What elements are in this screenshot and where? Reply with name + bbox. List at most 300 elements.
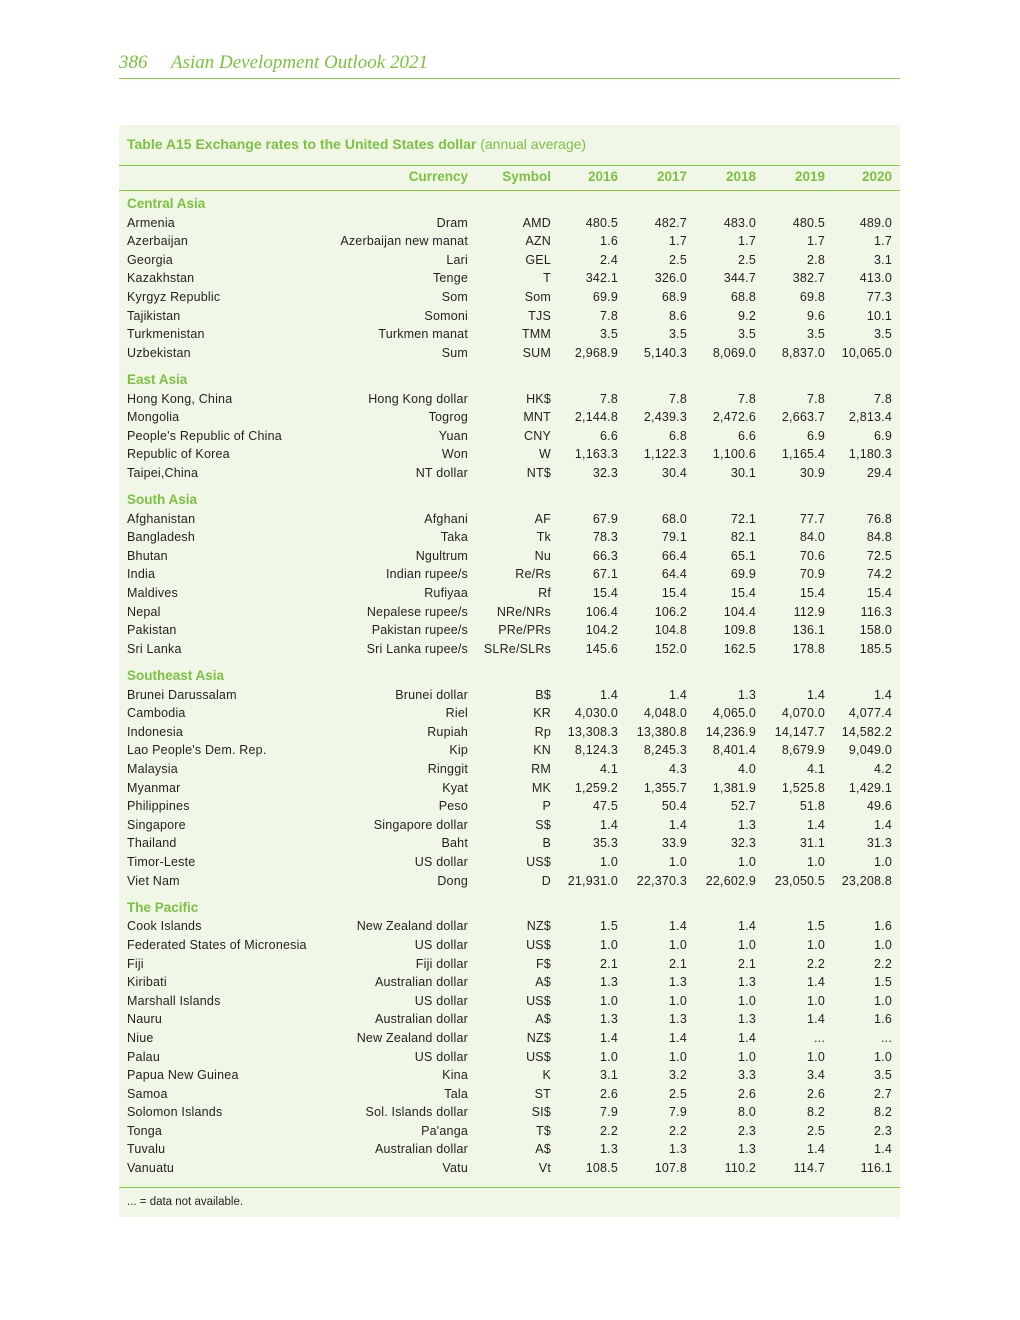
section-heading-label: Central Asia xyxy=(127,196,206,211)
value-2020-cell: 1.6 xyxy=(874,1012,892,1027)
symbol-cell: D xyxy=(541,873,551,888)
value-2019-cell: 2,663.7 xyxy=(781,410,825,425)
value-2020-cell: 2.3 xyxy=(874,1123,892,1138)
economy-cell: Lao People's Dem. Rep. xyxy=(127,743,267,758)
symbol-cell: HK$ xyxy=(526,391,551,406)
value-2016-cell: 2,144.8 xyxy=(574,410,618,425)
value-2018-cell: 6.6 xyxy=(738,428,756,443)
value-2018-cell: 1.0 xyxy=(738,1049,756,1064)
value-2016-cell: 145.6 xyxy=(585,641,618,656)
currency-cell: Fiji dollar xyxy=(415,956,468,971)
column-header-2017: 2017 xyxy=(656,169,687,184)
currency-cell: US dollar xyxy=(414,1049,468,1064)
economy-cell: Indonesia xyxy=(127,724,184,739)
value-2018-cell: 65.1 xyxy=(730,548,756,563)
symbol-cell: SUM xyxy=(522,345,551,360)
value-2019-cell: 1.4 xyxy=(807,1142,825,1157)
value-2016-cell: 1.3 xyxy=(600,1142,618,1157)
value-2019-cell: 2.8 xyxy=(807,252,825,267)
symbol-cell: S$ xyxy=(535,817,551,832)
table-row xyxy=(119,621,900,640)
symbol-cell: Tk xyxy=(536,530,551,545)
value-2016-cell: 1.0 xyxy=(600,854,618,869)
value-2017-cell: 3.2 xyxy=(669,1068,687,1083)
table-footnote: ... = data not available. xyxy=(127,1196,244,1208)
economy-cell: Solomon Islands xyxy=(127,1105,223,1120)
currency-cell: Australian dollar xyxy=(374,1012,468,1027)
section-heading-label: East Asia xyxy=(127,371,188,387)
economy-cell: Pakistan xyxy=(127,623,177,638)
value-2016-cell: 1,259.2 xyxy=(574,780,618,795)
value-2020-cell: 489.0 xyxy=(859,215,892,230)
value-2017-cell: 7.8 xyxy=(669,391,687,406)
value-2018-cell: 9.2 xyxy=(738,308,756,323)
symbol-cell: KR xyxy=(533,706,551,721)
value-2017-cell: 2.5 xyxy=(669,252,687,267)
value-2018-cell: 3.3 xyxy=(738,1068,756,1083)
value-2019-cell: 1.0 xyxy=(807,937,825,952)
value-2019-cell: 4,070.0 xyxy=(781,706,825,721)
value-2018-cell: 1,381.9 xyxy=(712,780,756,795)
value-2020-cell: 2,813.4 xyxy=(848,410,892,425)
currency-cell: Togrog xyxy=(428,410,468,425)
value-2018-cell: 22,602.9 xyxy=(705,873,756,888)
value-2016-cell: 1.0 xyxy=(600,937,618,952)
value-2016-cell: 104.2 xyxy=(585,623,618,638)
value-2017-cell: 7.9 xyxy=(669,1105,687,1120)
symbol-cell: B$ xyxy=(535,687,551,702)
value-2019-cell: 1.0 xyxy=(807,1049,825,1064)
value-2020-cell: 29.4 xyxy=(866,465,892,480)
value-2020-cell: 8.2 xyxy=(874,1105,892,1120)
table-row xyxy=(119,741,900,760)
table-row xyxy=(119,214,900,233)
value-2018-cell: 32.3 xyxy=(730,836,756,851)
value-2018-cell: 68.8 xyxy=(730,289,756,304)
value-2019-cell: 2.6 xyxy=(807,1086,825,1101)
value-2019-cell: 480.5 xyxy=(792,215,825,230)
table-row xyxy=(119,603,900,622)
value-2020-cell: 1.5 xyxy=(874,975,892,990)
value-2020-cell: 23,208.8 xyxy=(841,873,892,888)
value-2017-cell: 79.1 xyxy=(661,530,687,545)
table-row xyxy=(119,1029,900,1048)
page-number: 386 xyxy=(119,52,148,73)
table-row xyxy=(119,1122,900,1141)
currency-cell: Ngultrum xyxy=(415,548,468,563)
symbol-cell: KN xyxy=(533,743,551,758)
symbol-cell: SLRe/SLRs xyxy=(483,641,551,656)
value-2020-cell: 1.0 xyxy=(874,937,892,952)
currency-cell: Sum xyxy=(441,345,468,360)
table-row xyxy=(119,232,900,251)
table-row xyxy=(119,584,900,603)
currency-cell: Peso xyxy=(438,799,468,814)
symbol-cell: P xyxy=(542,799,551,814)
table-row xyxy=(119,390,900,409)
value-2017-cell: 1.4 xyxy=(669,817,687,832)
value-2019-cell: 1.7 xyxy=(807,234,825,249)
value-2016-cell: 8,124.3 xyxy=(574,743,618,758)
value-2020-cell: 3.1 xyxy=(874,252,892,267)
value-2017-cell: 1,355.7 xyxy=(643,780,687,795)
table-row xyxy=(119,704,900,723)
economy-cell: Myanmar xyxy=(127,780,181,795)
value-2017-cell: 104.8 xyxy=(654,623,687,638)
symbol-cell: K xyxy=(542,1068,551,1083)
value-2020-cell: 74.2 xyxy=(866,567,892,582)
value-2019-cell: 70.9 xyxy=(799,567,825,582)
value-2020-cell: 1.4 xyxy=(874,687,892,702)
currency-cell: Sol. Islands dollar xyxy=(365,1105,468,1120)
section-spacer xyxy=(119,658,900,667)
currency-cell: Won xyxy=(441,447,468,462)
value-2020-cell: 116.1 xyxy=(860,1161,892,1176)
currency-cell: Brunei dollar xyxy=(395,687,468,702)
table-row xyxy=(119,936,900,955)
value-2020-cell: 72.5 xyxy=(866,548,892,563)
table-row xyxy=(119,640,900,659)
table-body xyxy=(119,195,900,1178)
value-2016-cell: 32.3 xyxy=(592,465,618,480)
value-2019-cell: 112.9 xyxy=(793,604,825,619)
value-2020-cell: 1.0 xyxy=(874,993,892,1008)
value-2017-cell: 4,048.0 xyxy=(643,706,687,721)
value-2017-cell: 5,140.3 xyxy=(643,345,687,360)
value-2020-cell: 1.0 xyxy=(874,854,892,869)
value-2017-cell: 2.2 xyxy=(669,1123,687,1138)
value-2018-cell: 1.3 xyxy=(738,975,756,990)
currency-cell: Som xyxy=(441,289,468,304)
table-row xyxy=(119,779,900,798)
value-2018-cell: 2,472.6 xyxy=(712,410,756,425)
symbol-cell: PRe/PRs xyxy=(498,623,551,638)
symbol-cell: F$ xyxy=(536,956,551,971)
value-2019-cell: 84.0 xyxy=(799,530,825,545)
value-2016-cell: 2.4 xyxy=(600,252,618,267)
table-row xyxy=(119,853,900,872)
value-2018-cell: 2.3 xyxy=(738,1123,756,1138)
symbol-cell: T xyxy=(543,271,551,286)
value-2020-cell: 10,065.0 xyxy=(841,345,892,360)
symbol-cell: NZ$ xyxy=(526,919,551,934)
column-header-2019: 2019 xyxy=(794,169,825,184)
currency-cell: Australian dollar xyxy=(374,1142,468,1157)
table-row xyxy=(119,547,900,566)
section-heading xyxy=(119,667,900,686)
economy-cell: Tajikistan xyxy=(127,308,181,323)
value-2016-cell: 480.5 xyxy=(585,215,618,230)
value-2018-cell: 110.2 xyxy=(724,1161,756,1176)
table-row xyxy=(119,992,900,1011)
table-row xyxy=(119,1140,900,1159)
value-2016-cell: 15.4 xyxy=(592,586,618,601)
economy-cell: Armenia xyxy=(127,215,175,230)
symbol-cell: Nu xyxy=(534,548,551,563)
value-2016-cell: 1.4 xyxy=(600,1030,618,1045)
value-2018-cell: 1.4 xyxy=(738,1030,756,1045)
value-2018-cell: 2.6 xyxy=(738,1086,756,1101)
currency-cell: Lari xyxy=(446,252,468,267)
table-row xyxy=(119,973,900,992)
table-row xyxy=(119,917,900,936)
value-2019-cell: 1.0 xyxy=(807,993,825,1008)
value-2017-cell: 3.5 xyxy=(669,327,687,342)
value-2016-cell: 1.4 xyxy=(600,687,618,702)
table-bottom-rule xyxy=(119,1187,900,1188)
economy-cell: Nauru xyxy=(127,1012,163,1027)
value-2019-cell: 2.2 xyxy=(807,956,825,971)
column-header-symbol: Symbol xyxy=(502,169,551,184)
value-2020-cell: 2.7 xyxy=(874,1086,892,1101)
economy-cell: Georgia xyxy=(127,252,173,267)
table-row xyxy=(119,565,900,584)
value-2018-cell: 72.1 xyxy=(730,511,756,526)
economy-cell: Afghanistan xyxy=(127,511,196,526)
value-2017-cell: 22,370.3 xyxy=(636,873,687,888)
value-2020-cell: 1.7 xyxy=(874,234,892,249)
symbol-cell: MNT xyxy=(523,410,551,425)
value-2017-cell: 13,380.8 xyxy=(636,724,687,739)
table-row xyxy=(119,1048,900,1067)
value-2019-cell: ... xyxy=(813,1030,825,1045)
value-2017-cell: 1.0 xyxy=(669,1049,687,1064)
symbol-cell: NRe/NRs xyxy=(496,604,551,619)
value-2020-cell: 1.6 xyxy=(874,919,892,934)
value-2017-cell: 6.8 xyxy=(669,428,687,443)
value-2017-cell: 2,439.3 xyxy=(643,410,687,425)
section-heading-label: Southeast Asia xyxy=(127,668,225,684)
value-2020-cell: 185.5 xyxy=(859,641,892,656)
economy-cell: Uzbekistan xyxy=(127,345,191,360)
value-2017-cell: 64.4 xyxy=(661,567,687,582)
value-2016-cell: 1.0 xyxy=(600,993,618,1008)
economy-cell: Hong Kong, China xyxy=(127,391,233,406)
value-2020-cell: 3.5 xyxy=(874,327,892,342)
value-2017-cell: 1.3 xyxy=(669,975,687,990)
table-row xyxy=(119,528,900,547)
value-2017-cell: 1.3 xyxy=(669,1012,687,1027)
section-spacer xyxy=(119,890,900,899)
value-2017-cell: 326.0 xyxy=(654,271,687,286)
value-2019-cell: 4.1 xyxy=(807,762,825,776)
value-2020-cell: 1.0 xyxy=(874,1049,892,1064)
value-2019-cell: 1.4 xyxy=(807,975,825,990)
symbol-cell: SI$ xyxy=(531,1105,551,1120)
symbol-cell: AMD xyxy=(522,215,551,230)
publication-title: Asian Development Outlook 2021 xyxy=(171,52,428,73)
value-2017-cell: 15.4 xyxy=(661,586,687,601)
economy-cell: Marshall Islands xyxy=(127,993,221,1008)
economy-cell: Mongolia xyxy=(127,410,180,425)
value-2016-cell: 66.3 xyxy=(592,548,618,563)
value-2019-cell: 8,679.9 xyxy=(781,743,825,758)
table-row xyxy=(119,1159,900,1178)
table-row xyxy=(119,344,900,363)
economy-cell: Bhutan xyxy=(127,548,168,563)
section-heading-label: The Pacific xyxy=(127,899,199,915)
value-2017-cell: 8.6 xyxy=(669,308,687,323)
value-2019-cell: 3.5 xyxy=(807,327,825,342)
economy-cell: Fiji xyxy=(127,956,144,971)
table-caption-title: Table A15 Exchange rates to the United States dollar xyxy=(127,136,477,152)
currency-cell: Ringgit xyxy=(427,762,468,776)
economy-cell: Turkmenistan xyxy=(127,327,205,342)
table-row xyxy=(119,288,900,307)
currency-cell: Tala xyxy=(444,1086,468,1101)
table-row xyxy=(119,760,900,779)
header-rule xyxy=(119,190,900,191)
value-2018-cell: 2.1 xyxy=(738,956,756,971)
table-row xyxy=(119,251,900,270)
value-2016-cell: 2.6 xyxy=(600,1086,618,1101)
value-2016-cell: 1.3 xyxy=(600,1012,618,1027)
table-row xyxy=(119,1066,900,1085)
currency-cell: Taka xyxy=(440,530,468,545)
currency-cell: NT dollar xyxy=(415,465,468,480)
value-2016-cell: 6.6 xyxy=(600,428,618,443)
symbol-cell: AF xyxy=(534,511,551,526)
table-caption-note: (annual average) xyxy=(480,136,587,152)
currency-cell: US dollar xyxy=(414,993,468,1008)
value-2018-cell: 1.3 xyxy=(738,817,756,832)
economy-cell: Niue xyxy=(127,1030,154,1045)
value-2017-cell: 1,122.3 xyxy=(643,447,687,462)
value-2019-cell: 70.6 xyxy=(799,548,825,563)
currency-cell: New Zealand dollar xyxy=(356,1030,468,1045)
table-row xyxy=(119,325,900,344)
value-2020-cell: 2.2 xyxy=(874,956,892,971)
value-2019-cell: 1.5 xyxy=(807,919,825,934)
currency-cell: Sri Lanka rupee/s xyxy=(366,641,468,656)
value-2018-cell: 82.1 xyxy=(730,530,756,545)
section-heading xyxy=(119,899,900,918)
economy-cell: Cambodia xyxy=(127,706,186,721)
currency-cell: Rupiah xyxy=(427,724,468,739)
exchange-rate-table xyxy=(119,125,900,1217)
economy-cell: Sri Lanka xyxy=(127,641,182,656)
value-2017-cell: 33.9 xyxy=(661,836,687,851)
value-2016-cell: 67.9 xyxy=(592,511,618,526)
value-2020-cell: 77.3 xyxy=(866,289,892,304)
value-2016-cell: 7.9 xyxy=(600,1105,618,1120)
value-2016-cell: 1.6 xyxy=(600,234,618,249)
value-2017-cell: 106.2 xyxy=(654,604,687,619)
table-row xyxy=(119,464,900,483)
value-2019-cell: 1,525.8 xyxy=(781,780,825,795)
currency-cell: Yuan xyxy=(438,428,468,443)
value-2018-cell: 1.0 xyxy=(738,854,756,869)
currency-cell: Pa'anga xyxy=(421,1123,468,1138)
value-2016-cell: 35.3 xyxy=(592,836,618,851)
symbol-cell: B xyxy=(542,836,551,851)
value-2018-cell: 30.1 xyxy=(730,465,756,480)
value-2017-cell: 1.3 xyxy=(669,1142,687,1157)
economy-cell: Philippines xyxy=(127,799,190,814)
symbol-cell: TJS xyxy=(528,308,551,323)
economy-cell: Timor-Leste xyxy=(127,854,196,869)
value-2020-cell: 1,180.3 xyxy=(848,447,892,462)
value-2016-cell: 13,308.3 xyxy=(567,724,618,739)
symbol-cell: TMM xyxy=(521,327,551,342)
value-2017-cell: 68.9 xyxy=(661,289,687,304)
symbol-cell: US$ xyxy=(526,1049,551,1064)
value-2018-cell: 4,065.0 xyxy=(712,706,756,721)
value-2018-cell: 1,100.6 xyxy=(712,447,756,462)
symbol-cell: US$ xyxy=(526,937,551,952)
table-row xyxy=(119,408,900,427)
currency-cell: New Zealand dollar xyxy=(356,919,468,934)
section-spacer xyxy=(119,362,900,371)
economy-cell: Palau xyxy=(127,1049,160,1064)
value-2018-cell: 1.0 xyxy=(738,937,756,952)
currency-cell: Vatu xyxy=(442,1161,468,1176)
value-2020-cell: 1,429.1 xyxy=(848,780,892,795)
value-2020-cell: 158.0 xyxy=(859,623,892,638)
value-2016-cell: 4,030.0 xyxy=(574,706,618,721)
symbol-cell: NZ$ xyxy=(526,1030,551,1045)
table-row xyxy=(119,686,900,705)
column-header-2018: 2018 xyxy=(725,169,756,184)
value-2017-cell: 50.4 xyxy=(661,799,687,814)
economy-cell: Tonga xyxy=(127,1123,163,1138)
table-row xyxy=(119,427,900,446)
value-2016-cell: 1.4 xyxy=(600,817,618,832)
value-2019-cell: 114.7 xyxy=(793,1161,825,1176)
table-row xyxy=(119,955,900,974)
value-2019-cell: 9.6 xyxy=(807,308,825,323)
value-2018-cell: 7.8 xyxy=(738,391,756,406)
value-2017-cell: 1.4 xyxy=(669,919,687,934)
value-2020-cell: 4,077.4 xyxy=(848,706,892,721)
column-header-2020: 2020 xyxy=(861,169,892,184)
value-2017-cell: 68.0 xyxy=(661,511,687,526)
value-2019-cell: 1.4 xyxy=(807,817,825,832)
value-2016-cell: 342.1 xyxy=(585,271,618,286)
value-2016-cell: 2.2 xyxy=(600,1123,618,1138)
value-2018-cell: 1.4 xyxy=(738,919,756,934)
value-2016-cell: 67.1 xyxy=(592,567,618,582)
currency-cell: Rufiyaa xyxy=(424,586,468,601)
economy-cell: Brunei Darussalam xyxy=(127,687,237,702)
value-2016-cell: 1,163.3 xyxy=(574,447,618,462)
table-row xyxy=(119,816,900,835)
symbol-cell: Rf xyxy=(538,586,551,601)
value-2017-cell: 2.5 xyxy=(669,1086,687,1101)
currency-cell: US dollar xyxy=(414,854,468,869)
value-2018-cell: 483.0 xyxy=(723,215,756,230)
symbol-cell: MK xyxy=(531,780,551,795)
currency-cell: Afghani xyxy=(424,511,468,526)
value-2016-cell: 108.5 xyxy=(585,1161,618,1176)
value-2017-cell: 66.4 xyxy=(661,548,687,563)
value-2016-cell: 7.8 xyxy=(600,391,618,406)
section-heading-label: South Asia xyxy=(127,492,198,508)
value-2017-cell: 152.0 xyxy=(654,641,687,656)
economy-cell: Maldives xyxy=(127,586,178,601)
economy-cell: Taipei,China xyxy=(127,465,199,480)
symbol-cell: A$ xyxy=(535,1142,551,1157)
column-header-currency: Currency xyxy=(408,169,468,184)
economy-cell: Thailand xyxy=(127,836,177,851)
table-row xyxy=(119,834,900,853)
currency-cell: Turkmen manat xyxy=(378,327,468,342)
table-row xyxy=(119,1010,900,1029)
value-2017-cell: 4.3 xyxy=(669,762,687,776)
value-2017-cell: 30.4 xyxy=(661,465,687,480)
value-2019-cell: 6.9 xyxy=(807,428,825,443)
value-2020-cell: 49.6 xyxy=(866,799,892,814)
